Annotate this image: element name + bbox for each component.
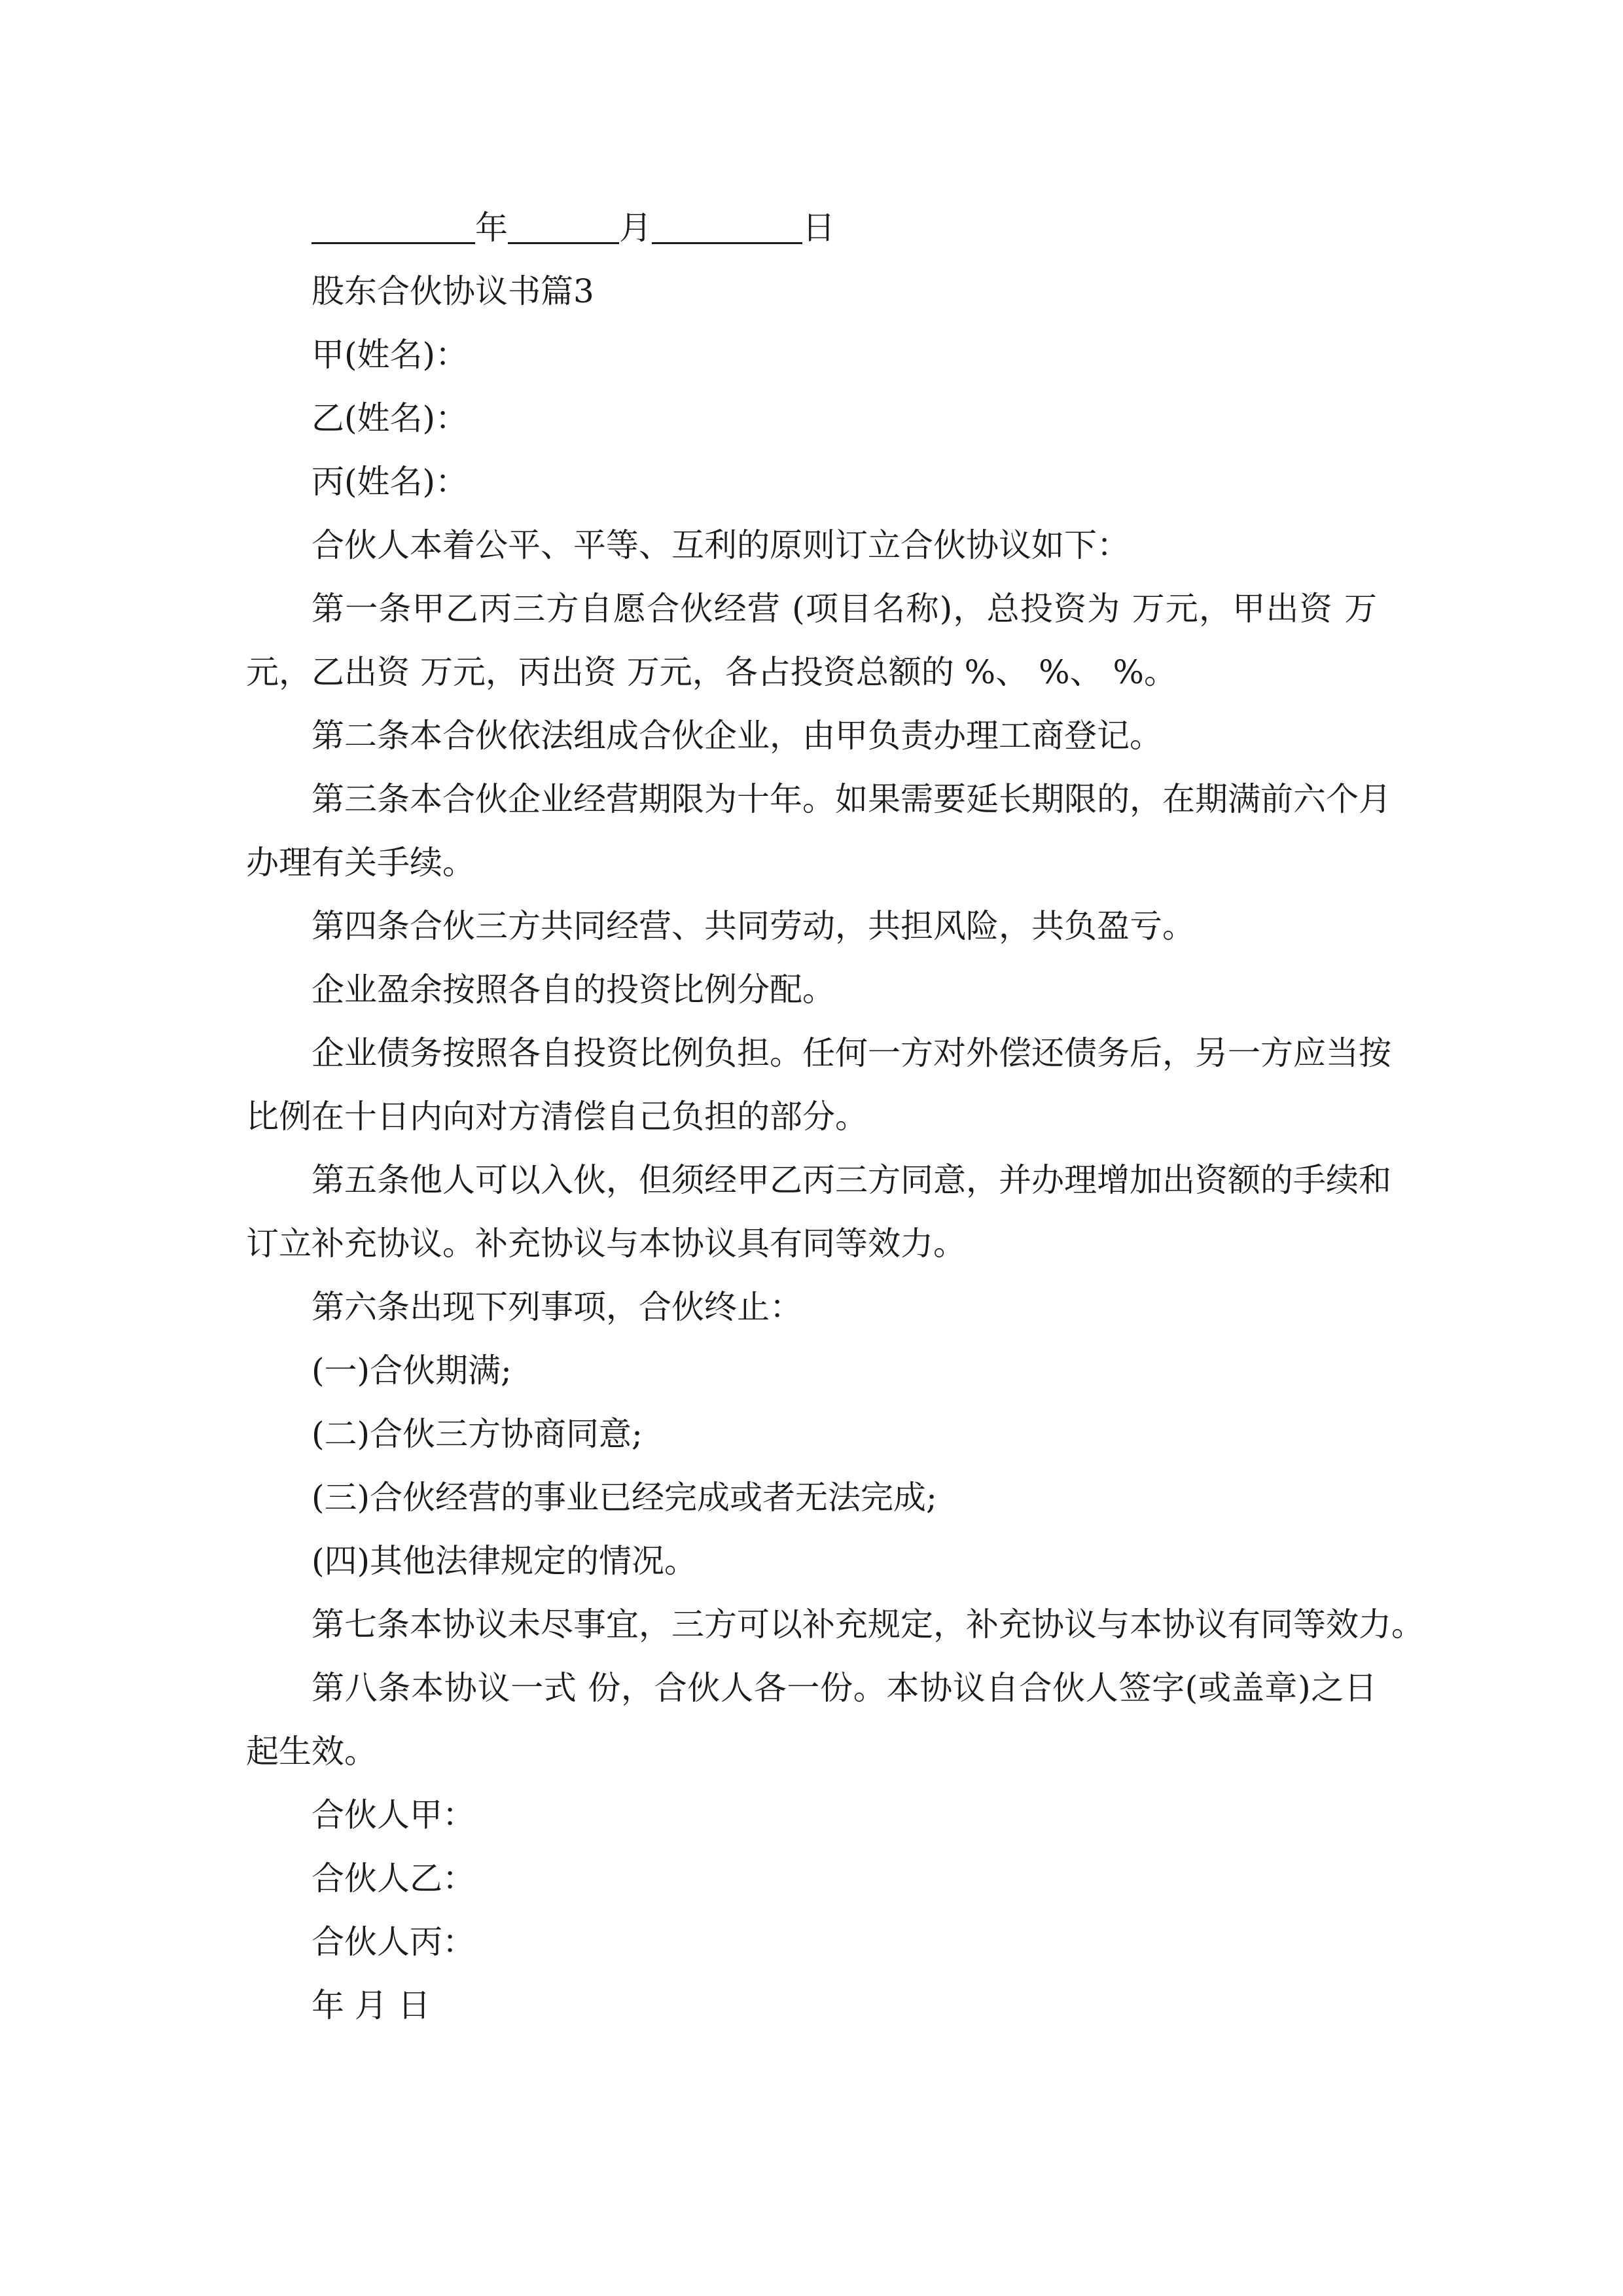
article-3-line-1: 第三条本合伙企业经营期限为十年。如果需要延长期限的，在期满前六个月 [312,780,1391,818]
termination-item: (二)合伙三方协商同意; [312,1415,643,1453]
article-7: 第七条本协议未尽事宜，三方可以补充规定，补充协议与本协议有同等效力。 [312,1605,1424,1643]
day-blank [652,203,802,244]
signature-partner-a: 合伙人甲： [312,1796,475,1834]
surplus-paragraph: 企业盈余按照各自的投资比例分配。 [312,971,835,1009]
signature-partner-b: 合伙人乙： [312,1859,475,1897]
article-6: 第六条出现下列事项，合伙终止： [312,1288,802,1326]
article-3-line-2: 办理有关手续。 [246,844,475,882]
termination-item: (三)合伙经营的事业已经完成或者无法完成; [312,1479,937,1516]
termination-item: (四)其他法律规定的情况。 [312,1542,698,1580]
article-4: 第四条合伙三方共同经营、共同劳动，共担风险，共负盈亏。 [312,907,1195,945]
document-title: 股东合伙协议书篇3 [312,272,594,310]
article-8-line-1: 第八条本协议一式 份，合伙人各一份。本协议自合伙人签字(或盖章)之日 [312,1669,1377,1707]
article-1-line-2: 元，乙出资 万元，丙出资 万元，各占投资总额的 %、 %、 %。 [246,653,1177,691]
intro-paragraph: 合伙人本着公平、平等、互利的原则订立合伙协议如下： [312,526,1130,564]
year-label: 年 [475,209,508,247]
article-5-line-1: 第五条他人可以入伙，但须经甲乙丙三方同意，并办理增加出资额的手续和 [312,1161,1391,1199]
signature-partner-c: 合伙人丙： [312,1923,475,1961]
termination-item: (一)合伙期满; [312,1352,512,1390]
month-blank [508,203,619,244]
month-label: 月 [619,209,652,247]
party-c: 丙(姓名)： [312,463,469,501]
debts-line-2: 比例在十日内向对方清偿自己负担的部分。 [246,1098,868,1136]
debts-line-1: 企业债务按照各自投资比例负担。任何一方对外偿还债务后，另一方应当按 [312,1034,1391,1072]
article-1-line-1: 第一条甲乙丙三方自愿合伙经营 (项目名称)，总投资为 万元，甲出资 万 [312,590,1377,628]
date-line [246,196,1377,259]
article-2: 第二条本合伙依法组成合伙企业，由甲负责办理工商登记。 [312,717,1162,755]
party-b: 乙(姓名)： [312,399,469,437]
article-8-line-2: 起生效。 [246,1732,377,1770]
party-a: 甲(姓名)： [312,336,469,374]
year-blank [312,203,475,244]
day-label: 日 [802,209,835,247]
closing-date: 年 月 日 [312,1986,431,2024]
article-5-line-2: 订立补充协议。补充协议与本协议具有同等效力。 [246,1225,966,1263]
